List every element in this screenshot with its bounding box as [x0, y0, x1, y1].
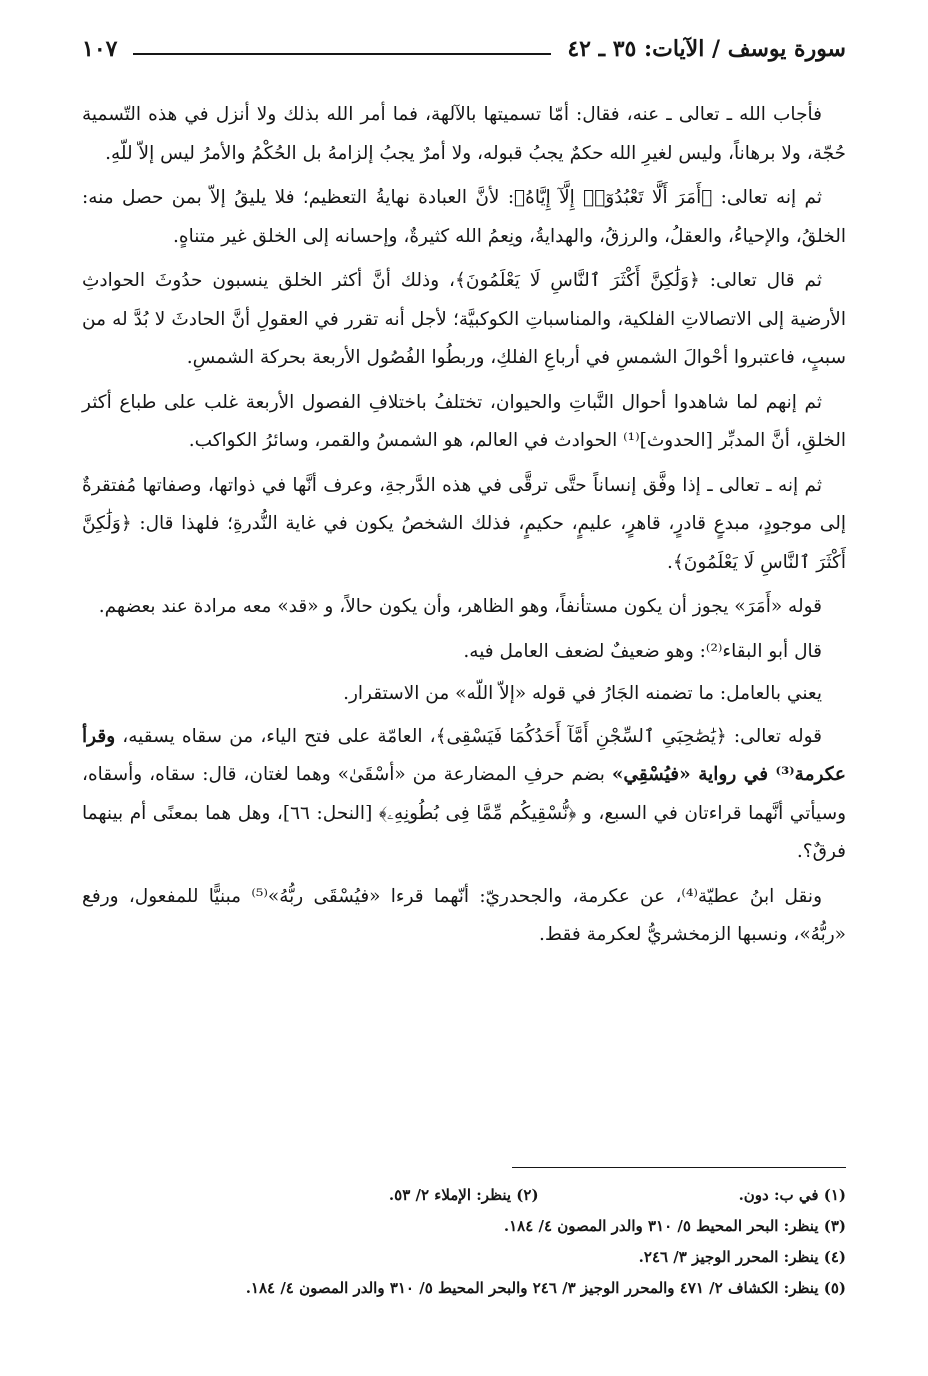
footnote-row	[82, 1180, 846, 1211]
quran-quote: ﴿يَٰصَٰحِبَىِ ٱلسِّجْنِ أَمَّآ أَحَدُكُمَا فَيَسْقِى﴾	[435, 725, 727, 747]
paragraph: فأجاب الله ـ تعالى ـ عنه، فقال: أمّا تسميتها بالآلهة، فما أمر الله بذلك ولا أنزل في هذه التّسمية حُجّة، ولا برهاناً، وليس لغيرِ الله حكمٌ يجبُ قبوله، ولا أمرٌ يجبُ إلزامهُ بل الحُكْمُ والأمرُ ليس إلاّ للّهِ.	[82, 104, 846, 164]
footnotes	[82, 1180, 846, 1304]
main-text	[82, 96, 846, 961]
footnote-row	[82, 1211, 846, 1242]
paragraph: ثم قال تعالى: ﴿وَلَٰكِنَّ أَكْثَرَ ٱلنَّاسِ لَا يَعْلَمُونَ﴾، وذلك أنَّ أكثر الخلق ينسبون حدُوثَ الحوادثِ الأرضية إلى الاتصالاتِ الفلكية، والمناسباتِ الكوكبيَّة؛ لأجل أنه تقرر في العقولِ أنَّ الحادثَ لا بُدَّ له من سببٍ، فاعتبروا أحْوالَ الشمسِ في أرباعِ الفلكِ، وربطُوا الفُصُول الأربعة بحركة الشمسِ.	[82, 270, 846, 368]
paragraph: قوله تعالى: ﴿يَٰصَٰحِبَىِ ٱلسِّجْنِ أَمَّآ أَحَدُكُمَا فَيَسْقِى﴾، العامّة على فتح الياء، من سقاه يسقيه، وقرأ عكرمة⁽³⁾ في رواية «فيُسْقِي» بضم حرفِ المضارعة من «أسْقَىٰ» وهما لغتان، قال: سقاه، وأسقاه، وسيأتي أنَّهما قراءتان في السبع، و ﴿نُّسْقِيكُم مِّمَّا فِى بُطُونِهِۦ﴾ [النحل: ٦٦]، وهل هما بمعنًى أم بينهما فرقٌ؟.	[82, 725, 847, 862]
footnote: (٢) ينظر: الإملاء ٢/ ٥٣.	[388, 1186, 539, 1204]
footnote: (٣) ينظر: البحر المحيط ٥/ ٣١٠ والدر المصون ٤/ ١٨٤.	[503, 1217, 846, 1235]
bold-phrase: وقرأ عكرمة⁽³⁾ في رواية «فيُسْقِي»	[82, 725, 846, 785]
page-number: ١٠٧	[82, 36, 118, 62]
quran-quote: ﴿وَلَٰكِنَّ أَكْثَرَ ٱلنَّاسِ لَا يَعْلَمُونَ﴾	[455, 270, 700, 291]
paragraph: يعني بالعامل: ما تضمنه الجَارُ في قوله «إلاّ اللّه» من الاستقرار.	[343, 683, 822, 704]
footnote: (٤) ينظر: المحرر الوجيز ٣/ ٢٤٦.	[638, 1248, 846, 1266]
quran-quote: ﴿وَلَٰكِنَّ أَكْثَرَ ٱلنَّاسِ لَا يَعْلَمُونَ﴾	[82, 513, 846, 573]
paragraph: ثم إنهم لما شاهدوا أحوال النَّباتِ والحيوان، تختلفُ باختلافِ الفصول الأربعة غلب على طباع أكثر الخلقِ، أنَّ المدبِّر [الحدوث]⁽¹⁾ الحوادث في العالم، هو الشمسُ والقمر، وسائرُ الكواكب.	[82, 391, 846, 451]
paragraph: ثم إنه تعالى: ﴿أَمَرَ أَلَّا تَعْبُدُوٓا۟ إِلَّآ إِيَّاهُ﴾: لأنَّ العبادة نهايةُ التعظيم؛ فلا يليقُ إلاّ بمن حصل منه: الخلقُ، والإحياءُ، والعقلُ، والرزقُ، والهدايةُ، ونِعمُ الله كثيرةٌ، وإحسانه إلى الخلق غير متناهٍ.	[82, 187, 846, 247]
surah-title: سورة يوسف / الآيات: ٣٥ ـ ٤٢	[567, 36, 846, 62]
quran-quote: ﴿نُّسْقِيكُم مِّمَّا فِى بُطُونِهِۦ﴾	[378, 802, 577, 824]
footnote: (٥) ينظر: الكشاف ٢/ ٤٧١ والمحرر الوجيز ٣/ ٢٤٦ والبحر المحيط ٥/ ٣١٠ والدر المصون ٤/ ١٨٤.	[245, 1279, 846, 1297]
footnote-rule	[512, 1167, 846, 1168]
paragraph: ثم إنه ـ تعالى ـ إذا وفَّق إنساناً حتَّى ترقَّى في هذه الدَّرجةِ، وعرف أنَّها في ذواتها، وصفاتها مُفتقرةٌ إلى موجودٍ، مبدعٍ قادرٍ، قاهرٍ، عليمٍ، حكيمٍ، فذلك الشخصُ يكون في غاية النُّدرةِ؛ فلهذا قال: ﴿وَلَٰكِنَّ أَكْثَرَ ٱلنَّاسِ لَا يَعْلَمُونَ﴾.	[82, 474, 846, 573]
header-rule	[133, 53, 551, 55]
paragraph: قوله «أَمَرَ» يجوز أن يكون مستأنفاً، وهو الظاهر، وأن يكون حالاً، و «قد» معه مرادة عند بعضهم.	[98, 596, 822, 617]
footnote-row	[82, 1242, 846, 1273]
footnote-row	[82, 1273, 846, 1304]
page-header	[82, 30, 846, 68]
paragraph: قال أبو البقاء⁽²⁾: وهو ضعيفٌ لضعف العامل فيه.	[463, 640, 822, 662]
paragraph: ونقل ابنُ عطيّة⁽⁴⁾، عن عكرمة، والجحدريّ: أنّهما قرءا «فيُسْقَى ربُّهُ»⁽⁵⁾ مبنيًّا للمفعول، ورفع «ربُّهُ»، ونسبها الزمخشريُّ لعكرمة فقط.	[82, 885, 846, 945]
quran-quote: ﴿أَمَرَ أَلَّا تَعْبُدُوٓا۟ إِلَّآ إِيَّاهُ﴾	[514, 187, 713, 208]
footnote: (١) في ب: دون.	[738, 1186, 846, 1204]
